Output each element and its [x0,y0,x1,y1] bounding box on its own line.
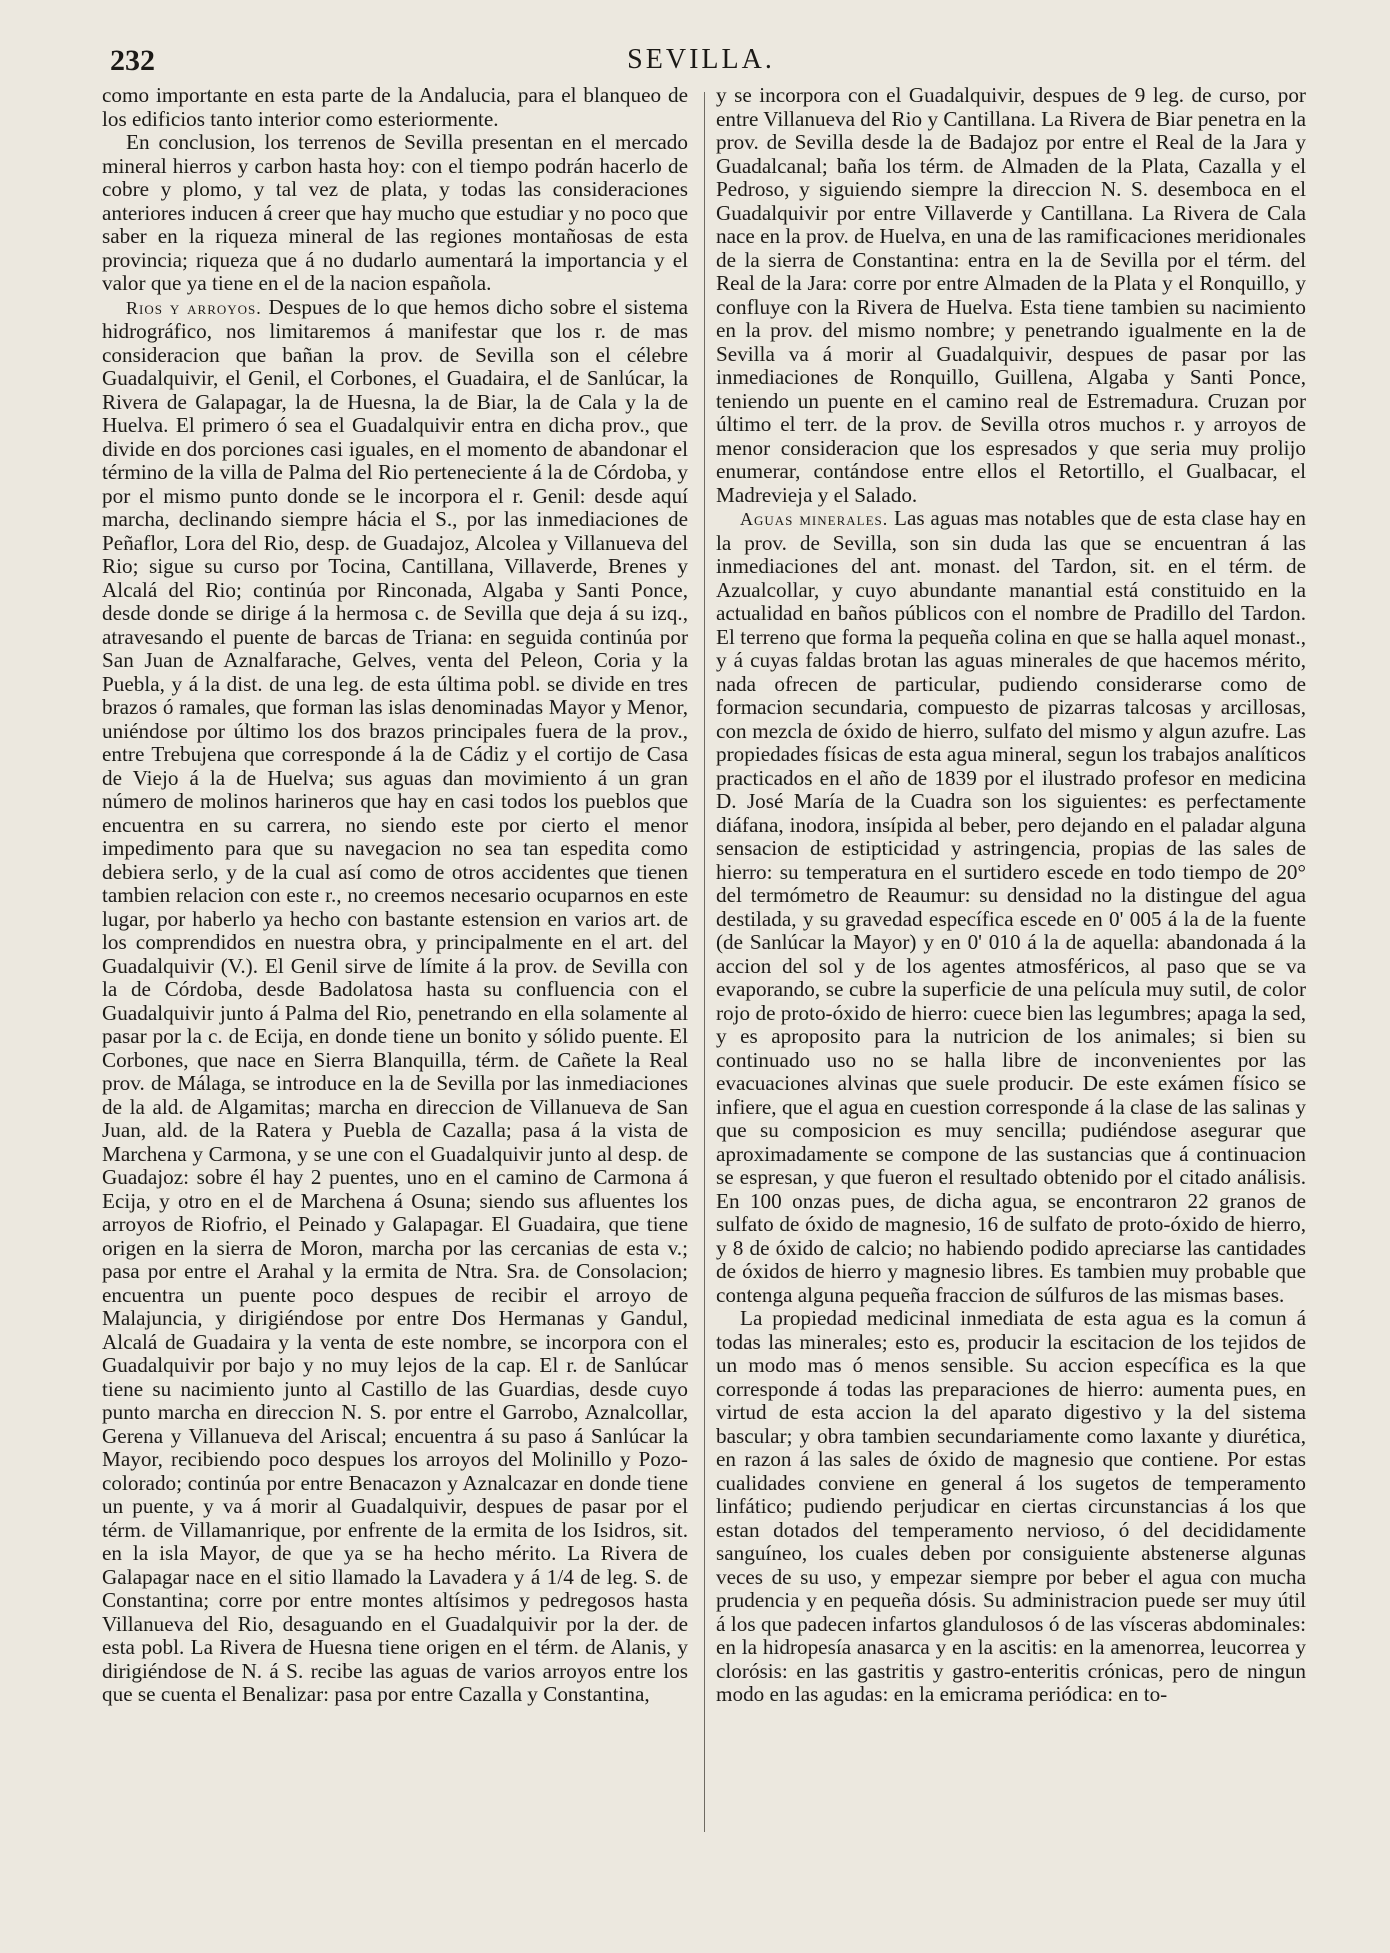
page-header [102,40,1300,82]
section-heading-aguas: Aguas minerales. [740,509,889,529]
paragraph-body: Despues de lo que hemos dicho sobre el sistema hidrográfico, nos limitaremos á manifestar que los r. de mas consideracion que bañan la prov. de Sevilla son el célebre Guadalquivir, el Genil, el Corbones, el Guadaira, el de Sanlúcar, la Rivera de Galapagar, la de Huesna, la de Biar, la de Cala y la de Huelva. El primero ó sea el Guadalquivir entra en dicha prov., que divide en dos porciones casi iguales, en el momento de abandonar el término de la villa de Palma del Rio perteneciente á la de Córdoba, y por el mismo punto donde se le incorpora el r. Genil: desde aquí marcha, declinando siempre hácia el S., por las inmediaciones de Peñaflor, Lora del Rio, desp. de Guadajoz, Alcolea y Villanueva del Rio; sigue su curso por Tocina, Cantillana, Villaverde, Brenes y Alcalá del Rio; continúa por Rinconada, Algaba y Santi Ponce, desde donde se dirige á la hermosa c. de Sevilla que deja á su izq., atravesando el puente de barcas de Triana: en seguida continúa por San Juan de Aznalfarache, Gelves, venta del Peleon, Coria y la Puebla, y á la dist. de una leg. de esta última pobl. se divide en tres brazos ó ramales, que forman las islas denominadas Mayor y Menor, uniéndose por último los dos brazos principales fuera de la prov., entre Trebujena que corresponde á la de Cádiz y el cortijo de Casa de Viejo á la de Huelva; sus aguas dan movimiento á un gran número de molinos harineros que hay en casi todos los pueblos que encuentra en su carrera, no siendo este por cierto el menor impedimento para que su navegacion no sea tan espedita como debiera serlo, y de la cual así como de otros accidentes que tienen tambien relacion con este r., no creemos necesario ocuparnos en este lugar, por haberlo ya hecho con bastante estension en varios art. de los comprendidos en nuestra obra, y principalmente en el art. del Guadalquivir (V.). El Genil sirve de límite á la prov. de Sevilla con la de Córdoba, desde Badolatosa hasta su confluencia con el Guadalquivir junto á Palma del Rio, penetrando en ella solamente al pasar por la c. de Ecija, en donde tiene un bonito y sólido puente. El Corbones, que nace en Sierra Blanquilla, térm. de Cañete la Real prov. de Málaga, se introduce en la de Sevilla por las inmediaciones de la ald. de Algamitas; marcha en direccion de Villanueva de San Juan, ald. de la Ratera y Puebla de Cazalla; pasa á la vista de Marchena y Carmona, y se une con el Guadalquivir junto al desp. de Guadajoz: sobre él hay 2 puentes, uno en el camino de Carmona á Ecija, y otro en el de Marchena á Osuna; siendo sus afluentes los arroyos de Riofrio, el Peinado y Galapagar. El Guadaira, que tiene origen en la sierra de Moron, marcha por las cercanias de esta v.; pasa por entre el Arahal y la ermita de Ntra. Sra. de Consolacion; encuentra un puente poco despues de recibir el arroyo de Malajuncia, y dirigiéndose por entre Dos Hermanas y Gandul, Alcalá de Guadaira y la venta de este nombre, se incorpora con el Guadalquivir por bajo y no muy lejos de la cap. El r. de Sanlúcar tiene su nacimiento junto al Castillo de las Guardias, desde cuyo punto marcha en direccion N. S. por entre el Garrobo, Aznalcollar, Gerena y Villanueva del Ariscal; encuentra á su paso á Sanlúcar la Mayor, recibiendo poco despues los arroyos del Molinillo y Pozo-colorado; continúa por entre Benacazon y Aznalcazar en donde tiene un puente, y va á morir al Guadalquivir, despues de pasar por el térm. de Villamanrique, por enfrente de la ermita de los Isidros, sit. en la isla Mayor, de que ya se ha hecho mérito. La Rivera de Galapagar nace en el sitio llamado la Lavadera y á 1/4 de leg. S. de Constantina; corre por entre montes altísimos y pedregosos hasta Villanueva del Rio, desaguando en el Guadalquivir por la der. de esta pobl. La Rivera de Huesna tiene origen en el térm. de Alanis, y dirigiéndose de N. á S. recibe las aguas de varios arroyos entre los que se cuenta el Benalizar: pasa por entre Cazalla y Constantina, [102,294,689,1706]
left-column [102,84,688,1707]
paragraph: y se incorpora con el Guadalquivir, despues de 9 leg. de curso, por entre Villanueva del Rio y Cantillana. La Rivera de Biar penetra en la prov. de Sevilla desde la de Badajoz por entre el Real de la Jara y Guadalcanal; baña los térm. de Almaden de la Plata, Cazalla y el Pedroso, y siguiendo siempre la direccion N. S. desemboca en el Guadalquivir por entre Villaverde y Cantillana. La Rivera de Cala nace en la prov. de Huelva, en una de las ramificaciones meridionales de la sierra de Constantina: entra en la de Sevilla por el térm. del Real de la Jara: corre por entre Almaden de la Plata y el Ronquillo, y confluye con la Rivera de Huelva. Esta tiene tambien su nacimiento en la prov. del mismo nombre; y penetrando igualmente en la de Sevilla va á morir al Guadalquivir, despues de pasar por las inmediaciones de Ronquillo, Guillena, Algaba y Santi Ponce, teniendo un puente en el camino real de Estremadura. Cruzan por último el terr. de la prov. de Sevilla otros muchos r. y arroyos de menor consideracion que los espresados y que seria muy prolijo enumerar, contándose entre ellos el Retortillo, el Gualbacar, el Madrevieja y el Salado. [716,83,1306,507]
paragraph-rios [102,296,688,1707]
paragraph: La propiedad medicinal inmediata de esta agua es la comun á todas las minerales; esto es, producir la escitacion de los tejidos de un modo mas ó menos sensible. Su accion específica es la que corresponde á todas las preparaciones de hierro: aumenta pues, en virtud de esta accion la del aparato digestivo y la del sistema bascular; y obra tambien secundariamente como laxante y diurética, en razon á las sales de óxido de magnesio que contiene. Por estas cualidades conviene en general á los sugetos de temperamento linfático; pudiendo perjudicar en ciertas circunstancias á los que estan dotados del temperamento nervioso, ó del decididamente sanguíneo, los cuales deben por consiguiente abstenerse algunas veces de su uso, y empezar siempre por beber el agua con mucha prudencia y en pequeña dósis. Su administracion puede ser muy útil á los que padecen infartos glandulosos ó de las vísceras abdominales: en la hidropesía anasarca y en la ascitis: en la amenorrea, leucorrea y clorósis: en las gastritis y gastro-enteritis crónicas, pero de ningun modo en las agudas: en la emicrama periódica: en to- [716,1306,1306,1706]
paragraph-body: Las aguas mas notables que de esta clase hay en la prov. de Sevilla, son sin duda las que se encuentran á las inmediaciones del ant. monast. del Tardon, sit. en el térm. de Azualcollar, y cuyo abundante manantial está constituido en la actualidad en baños públicos con el nombre de Pradillo del Tardon. El terreno que forma la pequeña colina en que se halla aquel monast., y á cuyas faldas brotan las aguas minerales de que hacemos mérito, nada ofrecen de particular, pudiendo considerarse como de formacion secundaria, compuesto de pizarras talcosas y arcillosas, con mezcla de óxido de hierro, sulfato del mismo y algun azufre. Las propiedades físicas de esta agua mineral, segun los trabajos analíticos practicados en el año de 1839 por el ilustrado profesor en medicina D. José María de la Cuadra son los siguientes: es perfectamente diáfana, inodora, insípida al beber, pero dejando en el paladar alguna sensacion de estipticidad y astringencia, propias de las sales de hierro: su temperatura en el surtidero escede en todo tiempo de 20° del termómetro de Reaumur: su densidad no la distingue del agua destilada, y su gravedad específica escede en 0' 005 á la de la fuente (de Sanlúcar la Mayor) y en 0' 010 á la de aquella: abandonada á la accion del sol y de los agentes atmosféricos, al paso que se va evaporando, se cubre la superficie de una película muy sutil, de color rojo de proto-óxido de hierro: cuece bien las legumbres; apaga la sed, y es aproposito para la nutricion de los animales; si bien su continuado uso no se halla libre de inconvenientes por las evacuaciones alvinas que suele producir. De este exámen físico se infiere, que el agua en cuestion corresponde á la clase de las salinas y que su composicion es muy sencilla; pudiéndose asegurar que aproximadamente se compone de las sustancias que á continuacion se espresan, y que fueron el resultado obtenido por el citado análisis. En 100 onzas pues, de dicha agua, se encontraron 22 granos de sulfato de óxido de magnesio, 16 de sulfato de proto-óxido de hierro, y 8 de óxido de calcio; no habiendo podido apreciarse las cantidades de óxidos de hierro y magnesio libres. Es tambien muy probable que contenga alguna pequeña fraccion de súlfuros de las mismas bases. [716,506,1306,1307]
paragraph-aguas [716,507,1306,1307]
section-heading-rios: Rios y arroyos. [126,297,262,318]
right-column [716,84,1306,1707]
paragraph: como importante en esta parte de la Andalucia, para el blanqueo de los edificios tanto interior como esteriormente. [102,83,688,131]
paragraph: En conclusion, los terrenos de Sevilla presentan en el mercado mineral hierros y carbon hasta hoy: con el tiempo podrán hacerlo de cobre y plomo, y tal vez de plata, y todas las consideraciones anteriores inducen á creer que hay mucho que estudiar y no poco que saber en la riqueza mineral de las regiones montañosas de esta provincia; riqueza que á no dudarlo aumentará la importancia y el valor que ya tiene en el de la nacion española. [102,130,688,295]
running-title: SEVILLA. [627,44,775,75]
page-number: 232 [110,44,155,77]
column-divider [704,92,705,1832]
